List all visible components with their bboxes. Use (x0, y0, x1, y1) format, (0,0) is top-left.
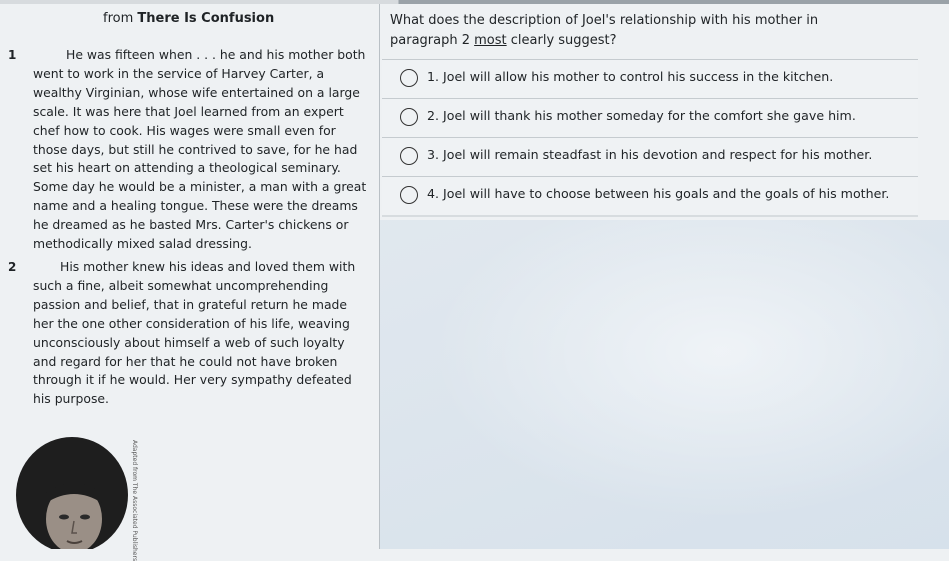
passage-title-prefix: from (103, 11, 138, 26)
answer-option-label: 3. Joel will remain steadfast in his devotion and respect for his mother. (427, 147, 873, 162)
question-text-after: clearly suggest? (506, 33, 617, 48)
paragraph-text: He was fifteen when . . . he and his mother both went to work in the service of Harvey Carter, a wealthy Virginian, whose wife entertained on a large scale. It was here that Joel learned from an expert chef how to cook. His wages were small even for those days, but still he contrived to save, for he had set his heart on attending a theological seminary. Some day he would be a minister, a man with a great name and a healing tongue. These were the dreams he dreamed as he basted Mrs. Carter's chickens or methodically mixed salad dressing. (33, 47, 367, 252)
passage-title (103, 11, 274, 26)
answer-option-3[interactable] (382, 137, 918, 177)
passage-panel (0, 0, 378, 561)
screen-glare (380, 220, 949, 549)
radio-button[interactable] (400, 69, 418, 87)
answer-option-label: 2. Joel will thank his mother someday for the comfort she gave him. (427, 108, 856, 123)
passage-title-name: There Is Confusion (137, 11, 275, 26)
paragraph-number: 2 (8, 260, 17, 274)
answer-options (382, 60, 918, 217)
answer-option-label: 1. Joel will allow his mother to control his success in the kitchen. (427, 69, 834, 84)
panel-divider (379, 4, 380, 549)
answer-option-label: 4. Joel will have to choose between his goals and the goals of his mother. (427, 186, 890, 201)
radio-button[interactable] (400, 108, 418, 126)
answer-option-2[interactable] (382, 98, 918, 138)
answer-option-4[interactable] (382, 176, 918, 217)
question-text-before: What does the description of Joel's relationship with his mother in paragraph 2 (390, 13, 819, 48)
author-portrait (12, 433, 132, 549)
question-prompt (390, 11, 830, 51)
radio-button[interactable] (400, 186, 418, 204)
paragraph-text: His mother knew his ideas and loved them with such a fine, albeit somewhat uncomprehending passion and belief, that in grateful return he made her the one other consideration of his life, weaving unconsciously about himself a web of such loyalty and regard for her that he could not have broken through it if he would. Her very sympathy defeated his purpose. (33, 259, 356, 407)
paragraph-number: 1 (8, 48, 17, 62)
image-credit: Adapted from The Associated Publishers (131, 440, 138, 561)
question-emphasis: most (474, 33, 507, 48)
radio-button[interactable] (400, 147, 418, 165)
answer-option-1[interactable] (382, 59, 918, 99)
